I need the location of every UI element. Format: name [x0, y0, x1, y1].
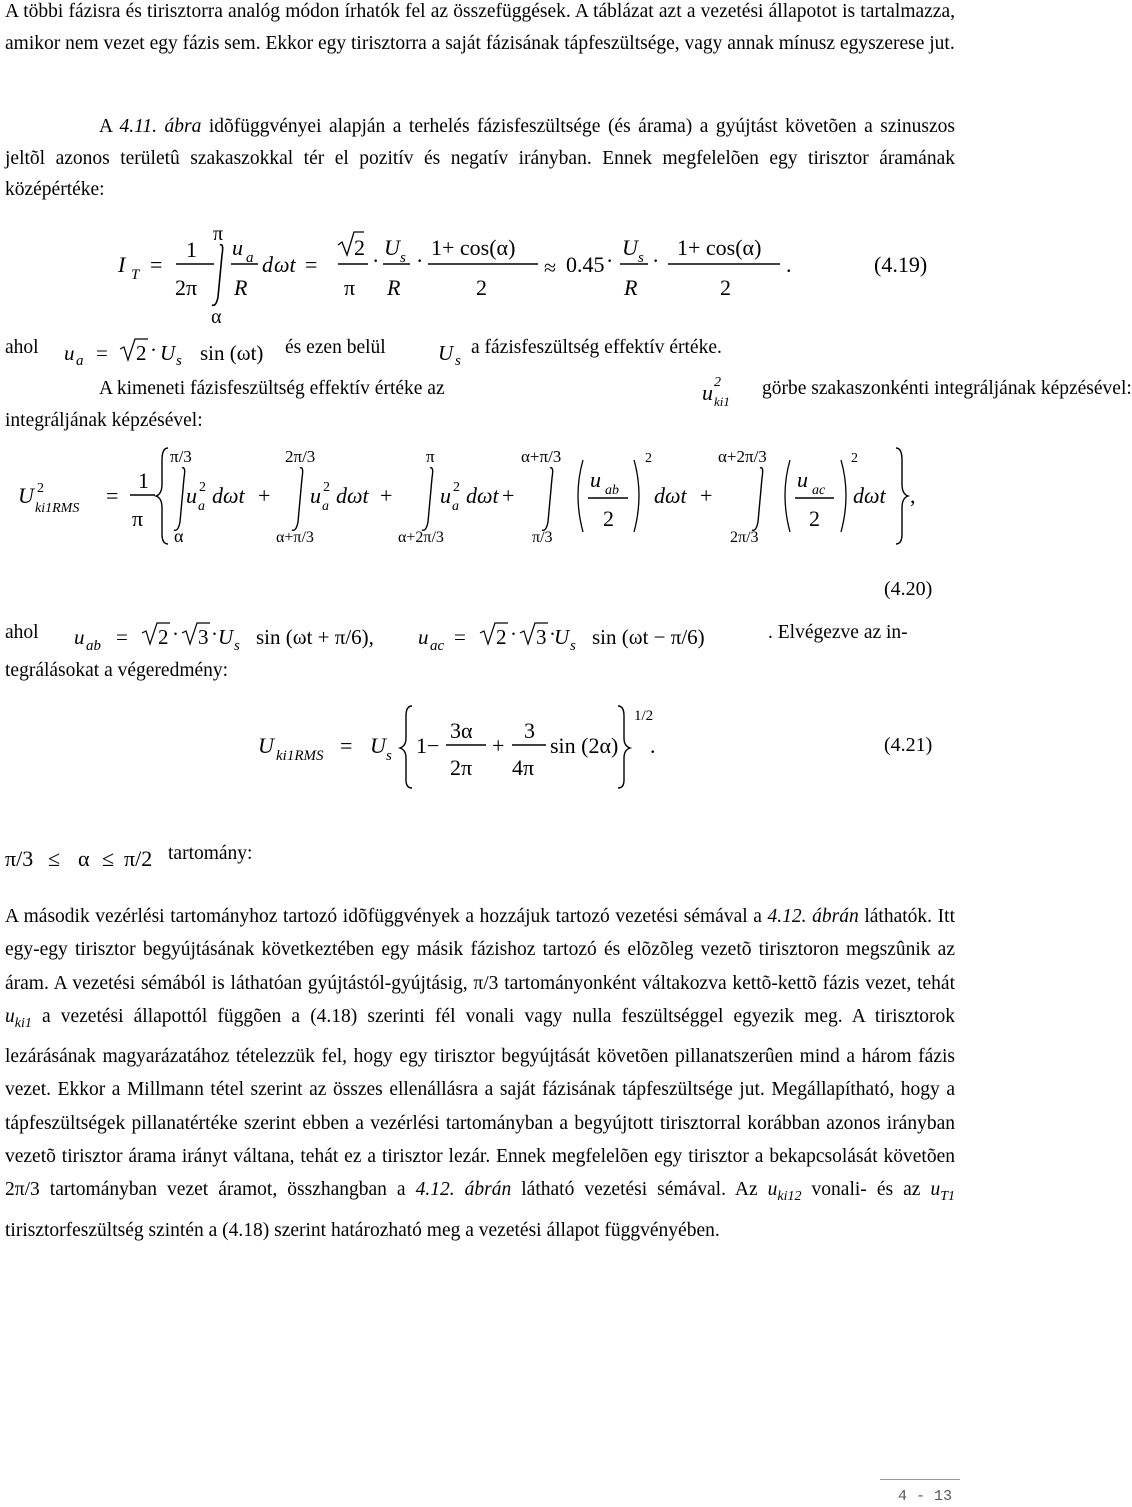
svg-text:u: u [74, 625, 85, 649]
svg-text:=: = [106, 483, 119, 508]
svg-text:I: I [118, 252, 126, 277]
svg-text:sin (ωt + π/6),: sin (ωt + π/6), [256, 625, 374, 649]
svg-text:d: d [262, 252, 273, 277]
svg-text:2: 2 [645, 451, 652, 466]
svg-text:u: u [440, 483, 451, 508]
svg-text:π: π [426, 447, 435, 466]
svg-text:ab: ab [605, 483, 619, 498]
svg-text:·: · [172, 622, 179, 646]
u-t1-symbol: $u_{T1}$ [930, 1179, 955, 1205]
svg-text:R: R [624, 275, 638, 300]
svg-text:α+2π/3: α+2π/3 [398, 529, 444, 546]
svg-text:a: a [452, 499, 459, 514]
svg-text:ki1RMS: ki1RMS [35, 501, 80, 516]
ahol-word-2: ahol [5, 622, 39, 643]
svg-text:π/3: π/3 [5, 846, 34, 871]
svg-text:+: + [700, 483, 713, 508]
svg-text:u: u [232, 235, 243, 260]
svg-text:ab: ab [86, 638, 101, 654]
svg-text:U: U [370, 733, 386, 758]
svg-text:sin (ωt): sin (ωt) [200, 341, 264, 365]
svg-text:2: 2 [714, 375, 721, 390]
svg-text:2: 2 [603, 506, 614, 531]
svg-text:sin (2α): sin (2α) [550, 733, 619, 758]
svg-text:u: u [702, 380, 713, 405]
paragraph-second-range [5, 900, 955, 1247]
ahol-text-1: és ezen belül [285, 337, 386, 358]
svg-text:R: R [234, 275, 248, 300]
para4-s8: tirisztorfeszültség szintén a (4.18) szerint határozható meg a vezetési állapot függvényében. [5, 1219, 720, 1241]
svg-text:U: U [438, 341, 454, 365]
svg-text:·: · [652, 248, 660, 273]
ahol-formula-2 [70, 615, 770, 659]
para3-line2: integráljának képzésével: [5, 410, 203, 431]
svg-text:+: + [502, 483, 515, 508]
svg-text:2: 2 [851, 451, 858, 466]
svg-text:a: a [322, 499, 329, 514]
svg-text:ac: ac [812, 483, 826, 498]
svg-text:u: u [418, 625, 429, 649]
para3-after: görbe szakaszonkénti integráljának képzésével: [762, 378, 1132, 399]
para4-s6: látható vezetési sémával. Az [511, 1179, 768, 1201]
svg-text:2: 2 [809, 506, 820, 531]
svg-text:α+π/3: α+π/3 [521, 447, 562, 466]
svg-text:2: 2 [37, 481, 44, 496]
figure-ref-4-12-b[interactable]: 4.12. ábrán [415, 1179, 512, 1201]
svg-text:·: · [372, 248, 380, 273]
equation-4-20 [0, 440, 960, 570]
equation-4-19-svg [0, 215, 960, 328]
svg-text:a: a [246, 250, 254, 266]
svg-text:4π: 4π [512, 755, 535, 780]
svg-text:3: 3 [198, 625, 209, 649]
svg-text:2: 2 [453, 480, 460, 495]
svg-text:ki1RMS: ki1RMS [276, 748, 324, 764]
para4-s4: a vezetési állapottól függõen a (4.18) szerinti fél vonali vagy nulla feszültséggel egyezik meg. A tirisztorok lezárásának magyarázatához tételezzük fel, hogy egy tirisztor begyújtását követõen pillanatszerûen mind a három fázis vezet. Ekkor a Millmann tétel szerint az összes ellenállásra a saját fázisának tápfeszültsége jut. Megállapítható, hogy a tápfeszültségek pillanatértéke szerint ebben a vezérlési tartományban a begyújtott tirisztorral korábban azonos irányban vezetõ tirisztor árama irányt váltana, tehát ez a tirisztor lezár. Ennek megfelelõen egy tirisztor a bekapcsolását követõen [5, 1005, 955, 1168]
svg-text:π: π [344, 275, 356, 300]
svg-text:U: U [384, 235, 400, 260]
para4-s1: A második vezérlési tartományhoz tartozó idõfüggvények a hozzájuk tartozó vezetési sémával a [5, 906, 768, 927]
equation-4-21 [0, 700, 960, 790]
svg-text:2: 2 [354, 235, 365, 260]
svg-text:π/3: π/3 [170, 447, 192, 466]
svg-text:≈: ≈ [544, 255, 557, 280]
svg-text:ki1: ki1 [714, 394, 730, 409]
svg-text:·: · [549, 622, 556, 646]
svg-text:α+π/3: α+π/3 [276, 529, 314, 546]
svg-text:dωt: dωt [212, 483, 245, 508]
intro-paragraph [5, 0, 955, 59]
svg-text:α: α [78, 846, 90, 871]
svg-text:α+2π/3: α+2π/3 [718, 447, 767, 466]
u-ki12-symbol: $u_{ki12}$ [767, 1179, 802, 1205]
svg-text:+: + [380, 483, 393, 508]
svg-text:1: 1 [186, 237, 197, 262]
svg-text:u: u [590, 467, 601, 492]
svg-text:U: U [218, 625, 234, 649]
svg-text:=: = [116, 625, 128, 649]
svg-text:2π: 2π [175, 275, 198, 300]
svg-text:U: U [18, 483, 34, 508]
range-heading: tartomány: [168, 843, 253, 864]
para4-s5: tartományban vezet áramot, összhangban a [39, 1179, 416, 1201]
svg-text:ωt: ωt [274, 252, 296, 277]
para2-lead: A [99, 116, 120, 137]
ahol-text-2: a fázisfeszültség effektív értéke. [471, 337, 722, 358]
svg-text:1: 1 [138, 468, 149, 493]
svg-text:u: u [797, 467, 808, 492]
svg-text:u: u [64, 341, 75, 365]
svg-text:.: . [786, 252, 792, 277]
svg-text:1+ cos(α): 1+ cos(α) [677, 235, 762, 260]
ahol2-tail1: . Elvégezve az in- [768, 622, 908, 643]
svg-text:s: s [176, 353, 182, 369]
svg-text:α: α [174, 526, 184, 546]
para4-pi3: π/3 [473, 972, 499, 994]
svg-text:dωt: dωt [654, 483, 687, 508]
svg-text:1−: 1− [416, 733, 440, 758]
svg-text:U: U [554, 625, 570, 649]
footer-rule [880, 1479, 960, 1480]
svg-text:·: · [416, 248, 424, 273]
svg-text:·: · [606, 248, 614, 273]
range-formula [0, 838, 170, 878]
para3-before: A kimeneti fázisfeszültség effektív értéke az [99, 378, 445, 399]
svg-text:·: · [150, 338, 157, 362]
svg-text:s: s [570, 638, 576, 654]
para2-text: idõfüggvényei alapján a terhelés fázisfeszültsége (és árama) a gyújtást követõen a szinuszos jeltõl azonos területû szakaszokkal tér el pozitív és negatív irányban. Ennek megfelelõen egy tirisztor áramának középértéke: [5, 116, 955, 201]
svg-text:+: + [258, 483, 271, 508]
svg-text:≤: ≤ [48, 846, 61, 871]
svg-text:π/2: π/2 [124, 846, 153, 871]
svg-text:U: U [258, 733, 274, 758]
figure-ref-4-11[interactable]: 4.11. ábra [119, 116, 202, 137]
svg-text:=: = [96, 341, 108, 365]
svg-text:2: 2 [136, 341, 147, 365]
equation-number-4-20: (4.20) [884, 578, 933, 600]
svg-text:=: = [454, 625, 466, 649]
ahol-word: ahol [5, 337, 39, 358]
svg-text:2π/3: 2π/3 [285, 447, 316, 466]
para4-s3: tartományonként váltakozva kettõ-kettõ fázis vezet, tehát [498, 972, 955, 994]
svg-text:U: U [160, 341, 176, 365]
svg-text:3: 3 [536, 625, 547, 649]
svg-text:α: α [211, 306, 222, 328]
svg-text:2: 2 [323, 480, 330, 495]
svg-text:s: s [386, 748, 392, 764]
svg-text:s: s [400, 250, 406, 266]
svg-text:·: · [510, 622, 517, 646]
svg-text:u: u [310, 483, 321, 508]
svg-text:sin (ωt − π/6): sin (ωt − π/6) [592, 625, 705, 649]
ahol2-tail2: tegrálásokat a végeredmény: [5, 660, 229, 681]
para4-s7: vonali- és az [801, 1179, 931, 1201]
svg-text:dωt: dωt [466, 483, 499, 508]
svg-text:,: , [910, 483, 916, 508]
svg-text:2π/3: 2π/3 [730, 529, 759, 546]
svg-text:3: 3 [524, 718, 535, 743]
svg-text:2: 2 [199, 480, 206, 495]
equation-number-4-21: (4.21) [884, 734, 933, 756]
svg-text:ac: ac [430, 638, 445, 654]
svg-text:a: a [198, 499, 205, 514]
svg-text:.: . [650, 733, 656, 758]
svg-text:π: π [213, 223, 224, 245]
svg-text:=: = [340, 733, 353, 758]
svg-text:dωt: dωt [853, 483, 886, 508]
svg-text:3α: 3α [450, 718, 473, 743]
svg-text:·: · [211, 622, 218, 646]
svg-text:a: a [76, 353, 84, 369]
para4-twopi3: 2π/3 [5, 1179, 40, 1201]
approx-value: 0.45 [566, 252, 605, 277]
svg-text:+: + [492, 733, 505, 758]
equation-number-4-19: (4.19) [874, 252, 928, 277]
svg-text:U: U [622, 235, 638, 260]
svg-text:s: s [234, 638, 240, 654]
paragraph-4-11 [5, 111, 955, 206]
svg-text:s: s [638, 250, 644, 266]
svg-text:1+ cos(α): 1+ cos(α) [431, 235, 516, 260]
svg-text:2: 2 [496, 625, 507, 649]
svg-text:2: 2 [720, 275, 731, 300]
svg-text:π: π [132, 506, 144, 531]
svg-text:2π: 2π [450, 755, 473, 780]
svg-text:s: s [455, 353, 461, 369]
svg-text:=: = [150, 252, 163, 277]
figure-ref-4-12-a[interactable]: 4.12. ábrán [767, 906, 859, 927]
svg-text:dωt: dωt [336, 483, 369, 508]
svg-text:2: 2 [476, 275, 487, 300]
svg-text:=: = [305, 252, 318, 277]
svg-text:R: R [387, 275, 401, 300]
u-ki1-squared [700, 372, 760, 408]
svg-text:1/2: 1/2 [634, 708, 654, 724]
intro-text: A többi fázisra és tirisztorra analóg módon írhatók fel az összefüggések. A táblázat azt a vezetési állapotot is tartalmazza, amikor nem vezet egy fázis sem. Ekkor egy tirisztorra a saját fázisának tápfeszültsége, vagy annak mínusz egyszerese jut. [5, 1, 955, 54]
svg-text:≤: ≤ [102, 846, 115, 871]
page-number: 4 - 13 [897, 1488, 952, 1505]
para4-s2: láthatók. Itt egy-egy tirisztor begyújtásának következtében egy másik fázishoz tartozó és elõzõleg vezetõ tirisztoron megszûnik az áram. A vezetési sémából is láthatóan gyújtástól-gyújtásig, [5, 906, 955, 994]
svg-text:T: T [131, 267, 140, 283]
svg-text:2: 2 [158, 625, 169, 649]
u-ki1-symbol: $u_{ki1}$ [5, 1005, 32, 1031]
svg-text:π/3: π/3 [532, 529, 553, 546]
svg-text:u: u [186, 483, 197, 508]
